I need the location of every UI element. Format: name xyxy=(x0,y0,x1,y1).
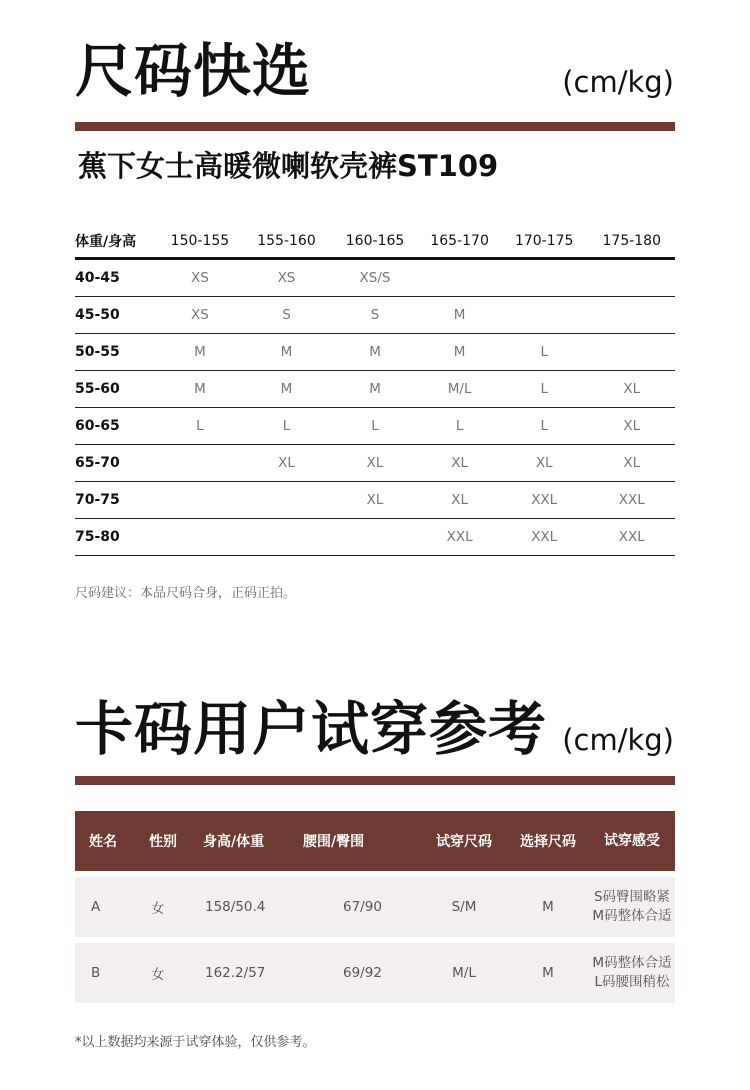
size-cell: XL xyxy=(623,455,641,471)
size-cell: S xyxy=(370,307,380,323)
size-cell: L xyxy=(371,418,379,434)
header-name: 姓名 xyxy=(89,834,117,850)
tried-size: M/L xyxy=(452,965,476,981)
weight-range: 70-75 xyxy=(75,492,120,508)
size-cell: M xyxy=(280,381,293,397)
size-cell: L xyxy=(196,418,204,434)
size-cell: XS xyxy=(191,307,209,323)
weight-range: 50-55 xyxy=(75,344,120,360)
size-cell: XS/S xyxy=(359,270,391,286)
header-feeling: 试穿感受 xyxy=(604,832,660,849)
chosen-size: M xyxy=(542,899,554,915)
height-header: 150-155 xyxy=(170,233,230,249)
size-cell: XXL xyxy=(618,492,645,508)
tried-size: S/M xyxy=(451,899,477,915)
fit-feeling-line: M码整体合适 xyxy=(592,955,672,971)
size-table-row xyxy=(75,334,675,371)
user-waist-hip: 69/92 xyxy=(343,965,382,981)
size-cell: M xyxy=(369,381,381,397)
size-table-row xyxy=(75,297,675,334)
fit-feeling xyxy=(589,888,675,926)
weight-range: 45-50 xyxy=(75,307,120,323)
unit-label: (cm/kg) xyxy=(562,65,674,99)
fit-feeling-line: M码整体合适 xyxy=(592,908,672,924)
size-cell: XL xyxy=(623,381,641,397)
weight-range: 60-65 xyxy=(75,418,120,434)
size-cell: M xyxy=(194,381,206,397)
size-cell: XXL xyxy=(446,529,473,545)
weight-range: 65-70 xyxy=(75,455,120,471)
size-cell: M xyxy=(369,344,381,360)
user-waist-hip: 67/90 xyxy=(343,899,382,915)
size-table-row xyxy=(75,482,675,519)
fit-reference-title: 卡码用户试穿参考 xyxy=(75,695,548,763)
size-cell: XL xyxy=(535,455,553,471)
accent-divider xyxy=(75,776,675,785)
height-header: 170-175 xyxy=(514,233,574,249)
product-name: 蕉下女士高暖微喇软壳裤ST109 xyxy=(78,149,499,183)
header-gender: 性别 xyxy=(149,834,177,850)
size-cell: XL xyxy=(366,492,384,508)
size-table xyxy=(75,225,675,556)
size-cell: M xyxy=(194,344,206,360)
corner-header: 体重/身高 xyxy=(75,234,137,250)
weight-range: 75-80 xyxy=(75,529,120,545)
fit-note: *以上数据均来源于试穿体验，仅供参考。 xyxy=(75,1035,316,1050)
chosen-size: M xyxy=(542,965,554,981)
size-cell: M/L xyxy=(447,381,472,397)
height-header: 160-165 xyxy=(345,233,405,249)
header-tried-size: 试穿尺码 xyxy=(436,834,492,850)
header-waist-hip: 腰围/臀围 xyxy=(303,834,365,850)
size-cell: XL xyxy=(451,492,468,508)
weight-range: 55-60 xyxy=(75,381,120,397)
unit-label: (cm/kg) xyxy=(562,723,674,757)
size-cell: XL xyxy=(451,455,468,471)
size-cell: M xyxy=(453,344,466,360)
user-gender: 女 xyxy=(151,901,165,917)
user-gender: 女 xyxy=(151,967,165,983)
header-height-weight: 身高/体重 xyxy=(203,834,265,850)
size-cell: XS xyxy=(277,270,296,286)
size-cell: M xyxy=(280,344,293,360)
header-chosen-size: 选择尺码 xyxy=(520,834,576,850)
size-cell: XL xyxy=(623,418,641,434)
size-quick-select-title: 尺码快选 xyxy=(75,37,312,105)
size-table-row xyxy=(75,445,675,482)
fit-feeling-line: L码腰围稍松 xyxy=(594,974,670,990)
user-height-weight: 162.2/57 xyxy=(205,965,266,981)
size-cell: XXL xyxy=(618,529,645,545)
size-table-body xyxy=(75,260,675,556)
size-cell: XS xyxy=(191,270,209,286)
accent-divider xyxy=(75,122,675,131)
fit-feeling xyxy=(589,954,675,992)
fit-feeling-line: S码臀围略紧 xyxy=(593,889,671,905)
size-table-row xyxy=(75,408,675,445)
size-cell: S xyxy=(282,307,291,323)
size-table-row xyxy=(75,260,675,297)
size-table-header xyxy=(75,225,675,260)
fit-table-header xyxy=(75,811,675,871)
height-header: 155-160 xyxy=(257,233,316,249)
size-cell: L xyxy=(540,418,548,434)
size-cell: L xyxy=(455,418,464,434)
fit-table-row xyxy=(75,943,675,1003)
size-cell: L xyxy=(540,381,548,397)
size-cell: XXL xyxy=(531,492,558,508)
size-table-row xyxy=(75,371,675,408)
size-cell: XL xyxy=(366,455,384,471)
height-header: 165-170 xyxy=(430,233,489,249)
weight-range: 40-45 xyxy=(75,270,120,286)
size-cell: M xyxy=(453,307,466,323)
size-note: 尺码建议：本品尺码合身，正码正拍。 xyxy=(75,586,297,601)
size-cell: L xyxy=(282,418,291,434)
size-cell: L xyxy=(540,344,548,360)
user-name: A xyxy=(91,899,101,915)
size-cell: XXL xyxy=(531,529,558,545)
fit-table-row xyxy=(75,877,675,937)
user-name: B xyxy=(91,965,101,981)
user-height-weight: 158/50.4 xyxy=(205,899,266,915)
size-table-row xyxy=(75,519,675,556)
height-header: 175-180 xyxy=(602,233,661,249)
size-cell: XL xyxy=(278,455,295,471)
